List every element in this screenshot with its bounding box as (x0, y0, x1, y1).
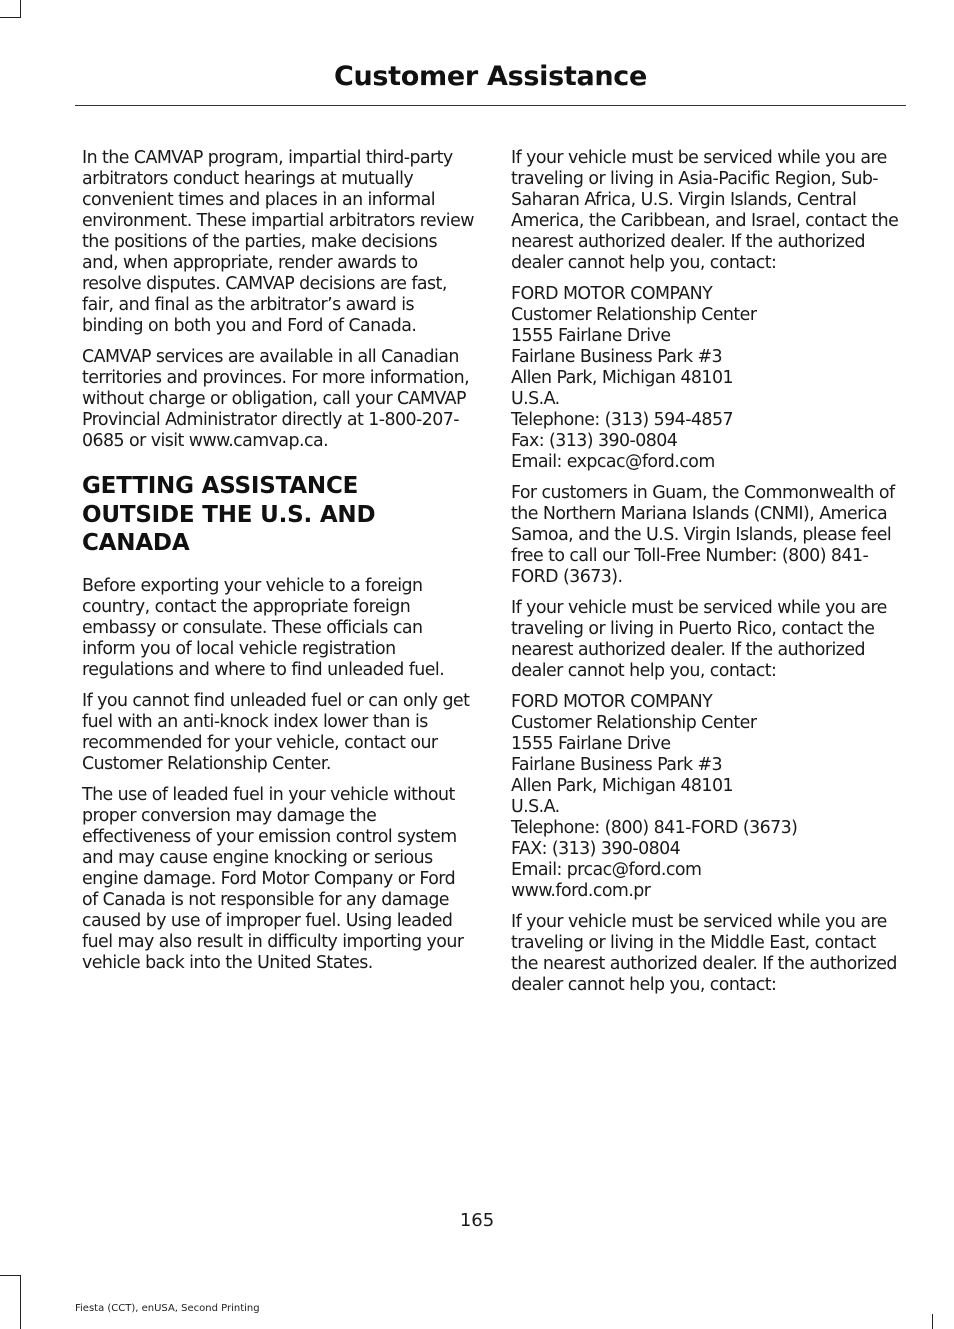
paragraph-guam: For customers in Guam, the Commonwealth of the Northern Mariana Islands (CNMI), America Samoa, and the U.S. Virgin Islands, please feel free to call our Toll-Free Number: (800) 841-FORD (3673). (511, 483, 895, 587)
address-telephone: Telephone: (800) 841-FORD (3673) (511, 818, 798, 838)
right-column (511, 148, 907, 1006)
address-fax: FAX: (313) 390-0804 (511, 839, 681, 859)
address-line: Allen Park, Michigan 48101 (511, 368, 733, 388)
crop-mark-top-left-horizontal (0, 17, 21, 18)
page-title: Customer Assistance (333, 61, 648, 92)
crop-mark-top-left-vertical (20, 0, 21, 18)
address-line: U.S.A. (511, 797, 560, 817)
crop-mark-bottom-right-vertical (932, 1314, 933, 1329)
footer-print-info: Fiesta (CCT), enUSA, Second Printing (75, 1303, 260, 1314)
address-email: Email: expcac@ford.com (511, 452, 715, 472)
paragraph-middle-east: If your vehicle must be serviced while you are traveling or living in the Middle East, contact the nearest authorized dealer. If the authorized dealer cannot help you, contact: (511, 912, 897, 995)
header-divider (75, 105, 906, 106)
address-line: 1555 Fairlane Drive (511, 734, 671, 754)
paragraph-camvap-program: In the CAMVAP program, impartial third-party arbitrators conduct hearings at mutually convenient times and places in an informal environment. These impartial arbitrators review the positions of the parties, make decisions and, when appropriate, render awards to resolve disputes. CAMVAP decisions are fast, fair, and final as the arbitrator’s award is binding on both you and Ford of Canada. (82, 148, 474, 336)
paragraph-asia-pacific: If your vehicle must be serviced while you are traveling or living in Asia-Pacific Region, Sub-Saharan Africa, U.S. Virgin Islands, Central America, the Caribbean, and Israel, contact the nearest authorized dealer. If the authorized dealer cannot help you, contact: (511, 148, 899, 273)
crop-mark-bottom-left-horizontal (0, 1275, 21, 1276)
paragraph-puerto-rico: If your vehicle must be serviced while you are traveling or living in Puerto Rico, contact the nearest authorized dealer. If the authorized dealer cannot help you, contact: (511, 598, 887, 681)
paragraph-camvap-services: CAMVAP services are available in all Canadian territories and provinces. For more information, without charge or obligation, call your CAMVAP Provincial Administrator directly at 1-800-207-0685 or visit www.camvap.ca. (82, 347, 470, 451)
address-telephone: Telephone: (313) 594-4857 (511, 410, 733, 430)
address-line: Allen Park, Michigan 48101 (511, 776, 733, 796)
address-block-export (511, 284, 907, 473)
address-block-puerto-rico (511, 692, 907, 902)
address-website: www.ford.com.pr (511, 881, 651, 901)
paragraph-leaded-fuel: The use of leaded fuel in your vehicle without proper conversion may damage the effectiveness of your emission control system and may cause engine knocking or serious engine damage. Ford Motor Company or Ford of Canada is not responsible for any damage caused by use of improper fuel. Using leaded fuel may also result in difficulty importing your vehicle back into the United States. (82, 784, 464, 973)
left-column (82, 148, 474, 984)
address-fax: Fax: (313) 390-0804 (511, 431, 678, 451)
address-line: Customer Relationship Center (511, 713, 757, 733)
paragraph-unleaded-fuel: If you cannot find unleaded fuel or can only get fuel with an anti-knock index lower than is recommended for your vehicle, contact our Customer Relationship Center. (82, 690, 470, 774)
page-number: 165 (459, 1210, 495, 1231)
address-line: Customer Relationship Center (511, 305, 757, 325)
crop-mark-bottom-left-vertical (20, 1275, 21, 1329)
address-line: Fairlane Business Park #3 (511, 347, 722, 367)
section-heading-outside-us-canada: GETTING ASSISTANCE OUTSIDE THE U.S. AND CANADA (82, 473, 376, 556)
address-line: U.S.A. (511, 389, 560, 409)
address-line: FORD MOTOR COMPANY (511, 284, 713, 304)
address-email: Email: prcac@ford.com (511, 860, 702, 880)
address-line: FORD MOTOR COMPANY (511, 692, 713, 712)
address-line: Fairlane Business Park #3 (511, 755, 722, 775)
paragraph-exporting-vehicle: Before exporting your vehicle to a foreign country, contact the appropriate foreign embassy or consulate. These officials can inform you of local vehicle registration regulations and where to find unleaded fuel. (82, 575, 445, 680)
address-line: 1555 Fairlane Drive (511, 326, 671, 346)
